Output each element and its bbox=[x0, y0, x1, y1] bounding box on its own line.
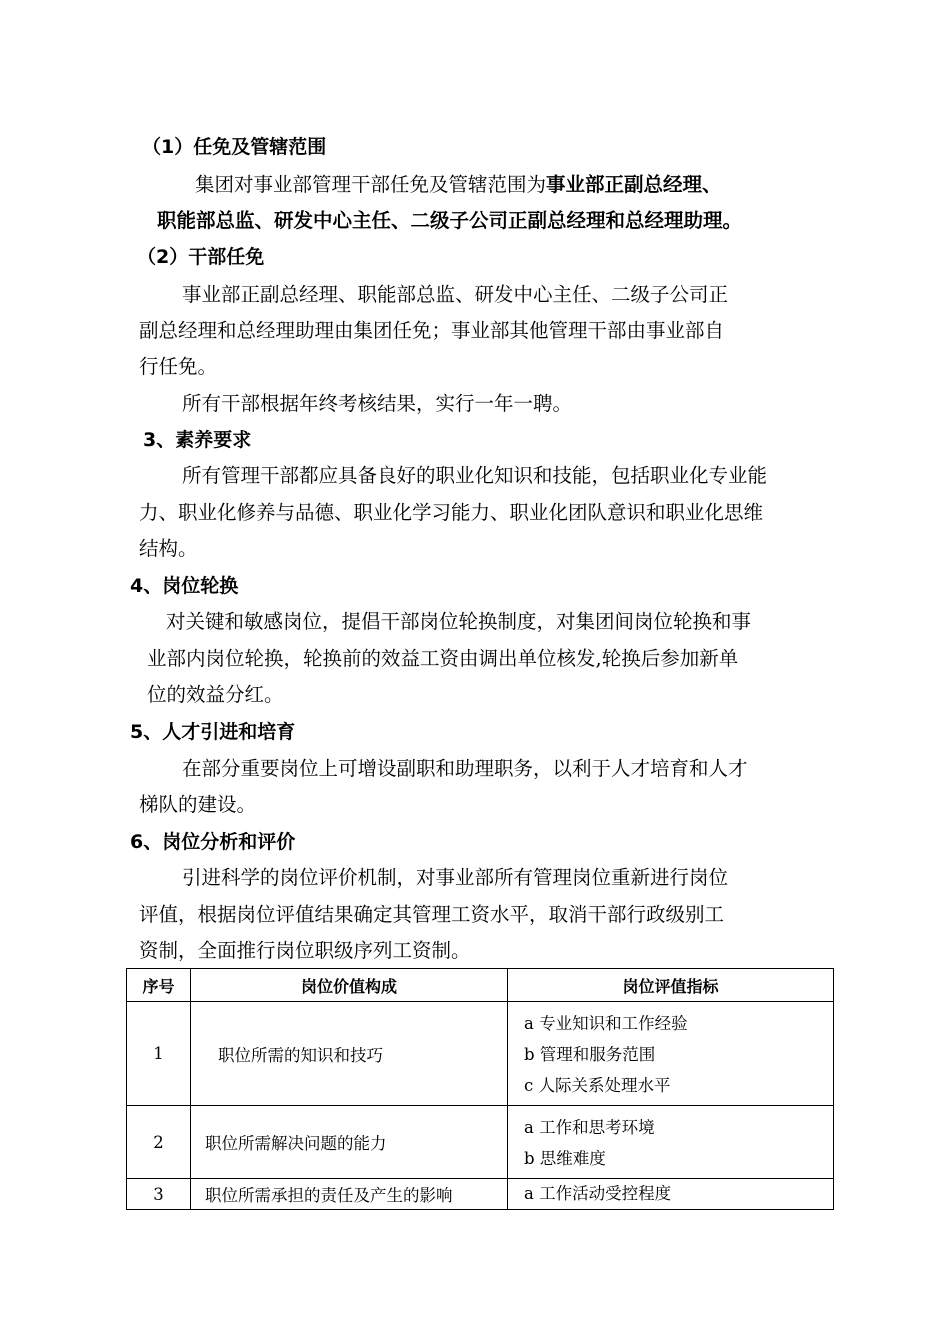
header-indicators: 岗位评值指标 bbox=[508, 969, 834, 1002]
paragraph-line: 在部分重要岗位上可增设副职和助理职务，以利于人才培育和人才 bbox=[182, 757, 748, 780]
heading-job-evaluation: 6、岗位分析和评价 bbox=[130, 831, 296, 853]
heading-cadre-appointment: （2）干部任免 bbox=[137, 246, 265, 268]
table-header-row bbox=[127, 969, 834, 1002]
header-component: 岗位价值构成 bbox=[191, 969, 508, 1002]
indicator-item: b 思维难度 bbox=[524, 1149, 606, 1168]
paragraph-line: 所有干部根据年终考核结果，实行一年一聘。 bbox=[182, 392, 573, 415]
heading-job-rotation: 4、岗位轮换 bbox=[130, 575, 239, 597]
heading-appointment-scope: （1）任免及管辖范围 bbox=[142, 136, 327, 158]
job-evaluation-table bbox=[126, 968, 834, 1210]
heading-talent: 5、人才引进和培育 bbox=[130, 721, 296, 743]
paragraph-line: 评值，根据岗位评值结果确定其管理工资水平，取消干部行政级别工 bbox=[139, 903, 725, 926]
paragraph-line: 梯队的建设。 bbox=[139, 793, 257, 816]
paragraph-line: 位的效益分红。 bbox=[147, 683, 284, 706]
paragraph-line: 结构。 bbox=[139, 537, 198, 560]
paragraph-line: 力、职业化修养与品德、职业化学习能力、职业化团队意识和职业化思维 bbox=[139, 501, 764, 524]
cell-no: 2 bbox=[127, 1106, 191, 1179]
text-bold: 事业部正副总经理、 bbox=[546, 173, 722, 196]
component-text: 职位所需的知识和技巧 bbox=[218, 1045, 383, 1065]
header-no: 序号 bbox=[127, 969, 191, 1002]
paragraph-line bbox=[195, 173, 722, 197]
paragraph-line: 业部内岗位轮换，轮换前的效益工资由调出单位核发,轮换后参加新单 bbox=[147, 647, 739, 670]
indicator-item: a 工作活动受控程度 bbox=[524, 1184, 672, 1203]
paragraph-line: 行任免。 bbox=[139, 355, 218, 378]
cell-component bbox=[191, 1002, 508, 1106]
paragraph-line: 副总经理和总经理助理由集团任免；事业部其他管理干部由事业部自 bbox=[139, 319, 725, 342]
table-row bbox=[127, 1179, 834, 1210]
cell-indicators bbox=[508, 1179, 834, 1210]
cell-indicators bbox=[508, 1106, 834, 1179]
indicator-item: a 专业知识和工作经验 bbox=[524, 1014, 688, 1033]
cell-indicators bbox=[508, 1002, 834, 1106]
paragraph-line: 所有管理干部都应具备良好的职业化知识和技能，包括职业化专业能 bbox=[182, 464, 768, 487]
cell-no: 1 bbox=[127, 1002, 191, 1106]
cell-component bbox=[191, 1106, 508, 1179]
table-row bbox=[127, 1002, 834, 1106]
indicator-item: b 管理和服务范围 bbox=[524, 1045, 656, 1064]
component-text: 职位所需解决问题的能力 bbox=[205, 1134, 387, 1153]
paragraph-line: 资制，全面推行岗位职级序列工资制。 bbox=[139, 939, 471, 962]
text-plain: 集团对事业部管理干部任免及管辖范围为 bbox=[195, 173, 547, 196]
cell-component bbox=[191, 1179, 508, 1210]
paragraph-line: 对关键和敏感岗位，提倡干部岗位轮换制度，对集团间岗位轮换和事 bbox=[166, 610, 752, 633]
indicator-item: a 工作和思考环境 bbox=[524, 1118, 655, 1137]
paragraph-line: 事业部正副总经理、职能部总监、研发中心主任、二级子公司正 bbox=[182, 283, 729, 306]
component-text: 职位所需承担的责任及产生的影响 bbox=[205, 1186, 453, 1205]
indicator-item: c 人际关系处理水平 bbox=[524, 1076, 671, 1095]
paragraph-line-bold: 职能部总监、研发中心主任、二级子公司正副总经理和总经理助理。 bbox=[157, 209, 743, 232]
cell-no: 3 bbox=[127, 1179, 191, 1210]
table-row bbox=[127, 1106, 834, 1179]
paragraph-line: 引进科学的岗位评价机制，对事业部所有管理岗位重新进行岗位 bbox=[182, 866, 729, 889]
heading-qualification: 3、素养要求 bbox=[143, 429, 252, 451]
